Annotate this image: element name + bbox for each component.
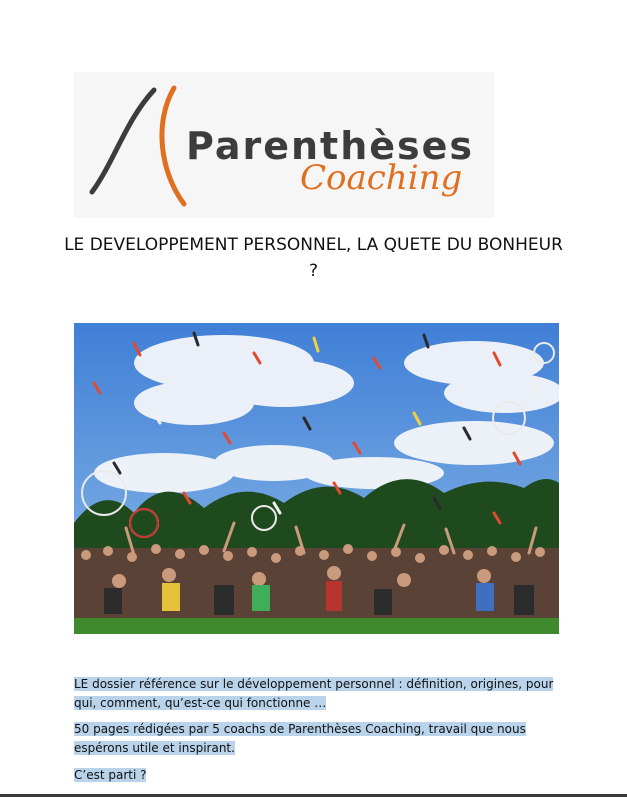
cta-paragraph-text: C’est parti ?: [74, 768, 147, 782]
crowd-photo: [74, 323, 559, 634]
cta-paragraph: [74, 766, 554, 785]
brand-name: Parenthèses: [186, 124, 475, 168]
intro-paragraph: [74, 675, 554, 713]
authors-paragraph: [74, 720, 554, 758]
page-title: LE DEVELOPPEMENT PERSONNEL, LA QUETE DU BONHEUR ?: [64, 235, 563, 281]
logo: [74, 72, 494, 218]
crowd-celebration-photo-icon: [74, 323, 559, 634]
brand-subtitle: Coaching: [300, 158, 463, 198]
intro-paragraph-text: LE dossier référence sur le développement personnel : définition, origines, pour qui, comment, qu’est-ce qui fonctionne …: [74, 677, 554, 710]
authors-paragraph-text: 50 pages rédigées par 5 coachs de Parenthèses Coaching, travail que nous espérons utile et inspirant.: [74, 722, 526, 755]
